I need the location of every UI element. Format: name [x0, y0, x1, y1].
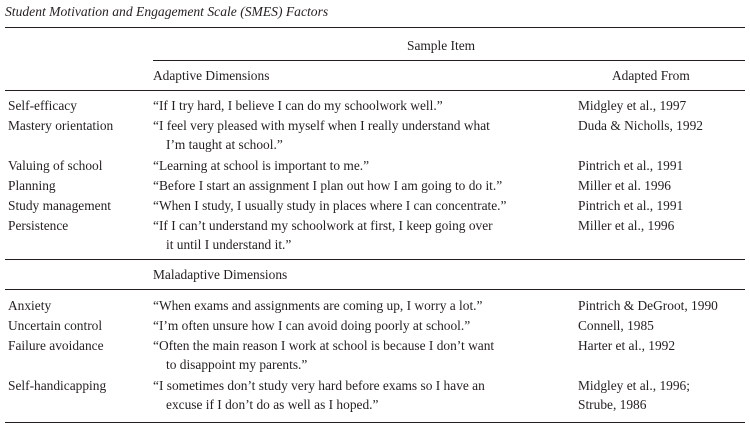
source-citation: Pintrich et al., 1991	[578, 198, 684, 213]
source-citation: Pintrich & DeGroot, 1990	[578, 298, 718, 313]
sample-item: “Often the main reason I work at school is because I don’t want	[153, 338, 495, 353]
sample-item: “When exams and assignments are coming up, I worry a lot.”	[153, 298, 483, 313]
sample-item-continued: it until I understand it.”	[166, 237, 292, 252]
source-citation: Harter et al., 1992	[578, 338, 676, 353]
factor-label: Mastery orientation	[8, 118, 114, 133]
factor-label: Anxiety	[8, 298, 52, 313]
sample-item: “Learning at school is important to me.”	[153, 158, 370, 173]
source-citation: Connell, 1985	[578, 318, 654, 333]
sample-item-header: Sample Item	[407, 38, 476, 53]
sample-item: “I’m often unsure how I can avoid doing poorly at school.”	[153, 318, 471, 333]
maladaptive-dimensions-header: Maladaptive Dimensions	[153, 267, 288, 282]
adapted-from-header: Adapted From	[612, 68, 690, 83]
factor-label: Study management	[8, 198, 112, 213]
section-rule	[5, 259, 745, 260]
section-header-rule	[5, 289, 745, 290]
source-citation: Pintrich et al., 1991	[578, 158, 684, 173]
sample-item-continued: to disappoint my parents.”	[166, 357, 308, 372]
sample-item-continued: I’m taught at school.”	[166, 137, 283, 152]
factor-label: Planning	[8, 178, 56, 193]
sample-item-continued: excuse if I don’t do as well as I hoped.”	[166, 397, 379, 412]
source-citation-continued: Strube, 1986	[578, 397, 647, 412]
source-citation: Midgley et al., 1997	[578, 98, 687, 113]
bottom-rule	[5, 422, 745, 423]
factor-label: Failure avoidance	[8, 338, 104, 353]
header-rule	[5, 90, 745, 91]
source-citation: Midgley et al., 1996;	[578, 378, 690, 393]
factor-label: Self-handicapping	[8, 378, 107, 393]
factor-label: Valuing of school	[8, 158, 103, 173]
sample-item: “When I study, I usually study in places where I can concentrate.”	[153, 198, 507, 213]
factor-label: Uncertain control	[8, 318, 103, 333]
sample-item: “I sometimes don’t study very hard before exams so I have an	[153, 378, 485, 393]
top-rule	[5, 27, 745, 28]
factor-label: Persistence	[8, 218, 69, 233]
source-citation: Miller et al., 1996	[578, 218, 675, 233]
table-title: Student Motivation and Engagement Scale (SMES) Factors	[5, 4, 329, 19]
sample-item-underline	[153, 60, 745, 61]
source-citation: Duda & Nicholls, 1992	[578, 118, 703, 133]
sample-item: “I feel very pleased with myself when I really understand what	[153, 118, 490, 133]
source-citation: Miller et al. 1996	[578, 178, 671, 193]
sample-item: “If I try hard, I believe I can do my schoolwork well.”	[153, 98, 443, 113]
sample-item: “Before I start an assignment I plan out how I am going to do it.”	[153, 178, 503, 193]
factor-label: Self-efficacy	[8, 98, 77, 113]
adaptive-dimensions-header: Adaptive Dimensions	[153, 68, 270, 83]
sample-item: “If I can’t understand my schoolwork at first, I keep going over	[153, 218, 493, 233]
